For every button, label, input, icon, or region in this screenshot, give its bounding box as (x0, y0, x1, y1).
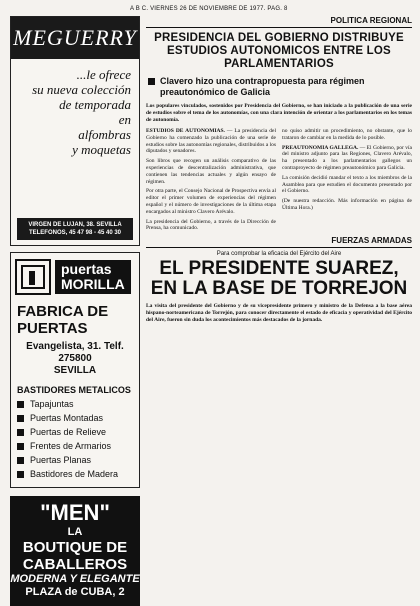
meguerry-address (17, 218, 133, 240)
morilla-subtitle: BASTIDORES METALICOS (17, 385, 131, 395)
article1-headline: PRESIDENCIA DEL GOBIERNO DISTRIBUYE ESTUDIOS AUTONOMICOS ENTRE LOS PARLAMENTARIOS (154, 32, 404, 70)
morilla-address-line: Evangelista, 31. Telf. 275800 (26, 341, 124, 364)
paragraph (146, 188, 276, 215)
morilla-logo-line: MORILLA (61, 276, 125, 292)
meguerry-address-line: VIRGEN DE LUJAN, 38. SEVILLA (28, 222, 122, 228)
men-ad-line: MODERNA Y ELEGANTE (10, 573, 140, 585)
men-ad-address: PLAZA de CUBA, 2 (25, 586, 125, 598)
morilla-address (11, 341, 139, 377)
meguerry-copy-line: de temporada (59, 97, 131, 112)
paragraph (282, 145, 412, 172)
paragraph-text: Por otra parte, el Consejo Nacional de Prospectiva envía al editor el primer volumen de experiencias del régimen español y el número de investigaciones de la última etapa encargados al ministro Clavero Arévalo. (146, 188, 276, 215)
paragraph-text: — La presidencia del Gobierno ha comenzado la publicación de una serie de estudios sobre las autonomías regionales, distribuidos a los diputados y senadores. (146, 128, 276, 155)
bullet-icon (17, 415, 24, 422)
section-label: FUERZAS ARMADAS (146, 236, 412, 248)
list-item (17, 453, 133, 467)
paragraph-text: (De nuestra redacción. Más información en página de Última Hora.) (282, 198, 412, 211)
paragraph (146, 128, 276, 155)
bullet-icon (148, 78, 155, 85)
product-label: Puertas Montadas (30, 413, 104, 423)
product-label: Bastidores de Madera (30, 469, 119, 479)
list-item (17, 467, 133, 481)
paragraph-head: PREAUTONOMIA GALLEGA. (282, 144, 359, 151)
meguerry-logo: MEGUERRY (11, 17, 139, 59)
list-item (17, 397, 133, 411)
bullet-icon (17, 401, 24, 408)
men-ad-line: CABALLEROS (22, 556, 128, 573)
paragraph-head: ESTUDIOS DE AUTONOMIAS. (146, 128, 225, 134)
product-label: Puertas de Relieve (30, 427, 107, 437)
product-label: Puertas Planas (30, 455, 92, 465)
meguerry-copy-line: su nueva colección (32, 82, 131, 97)
morilla-ad (10, 252, 140, 488)
meguerry-copy (11, 59, 139, 157)
paragraph-text: La presidencia del Gobierno, a través de la Dirección de Prensa, ha comunicado. (146, 218, 276, 232)
door-icon (15, 259, 51, 295)
article1-body (146, 128, 412, 232)
paragraph-text: no quiso admitir un procedimiento, no obstante, que lo trataron de cambiar en la medida de lo posible. (282, 128, 412, 141)
article2-headline: EL PRESIDENTE SUAREZ, EN LA BASE DE TORREJON (150, 258, 408, 300)
article2-kicker: Para comprobar la eficacia del Ejército del Aire (216, 251, 342, 258)
article1-subhead (146, 76, 412, 98)
men-ad-line: LA (67, 526, 83, 538)
meguerry-ad (10, 16, 140, 246)
paragraph-text: — El Gobierno, por vía del ministro adjunto para las Regiones, Clavero Arévalo, ha presentado a los parlamentarios gallegos un contraproyecto de régimen preautonómico para Galicia. (282, 144, 413, 171)
men-ad-title: "MEN" (40, 500, 110, 525)
meguerry-copy-line: y moquetas (72, 142, 131, 157)
paragraph (146, 158, 276, 185)
morilla-title: FABRICA DE PUERTAS (17, 303, 109, 337)
bullet-icon (17, 457, 24, 464)
morilla-logo-line: puertas (61, 261, 112, 277)
morilla-address-line: SEVILLA (53, 365, 97, 376)
meguerry-copy-line: ...le ofrece (76, 67, 131, 82)
paragraph (146, 219, 276, 233)
product-label: Frentes de Armarios (30, 441, 112, 451)
men-ad-line: BOUTIQUE DE (22, 539, 128, 556)
meguerry-copy-line: alfombras (78, 127, 131, 142)
paragraph (282, 175, 412, 195)
page-header: A B C. VIERNES 26 DE NOVIEMBRE DE 1977. PAG. 8 (130, 6, 288, 12)
bullet-icon (17, 471, 24, 478)
articles-column (146, 16, 412, 324)
bullet-icon (17, 443, 24, 450)
morilla-logo (11, 253, 139, 297)
men-boutique-ad (10, 496, 140, 606)
morilla-product-list (17, 397, 133, 481)
paragraph-text: La comisión decidió mandar el texto a los miembros de la Asamblea para que estudien el documento presentado por el Gobierno. (282, 174, 412, 195)
ads-column (10, 16, 140, 606)
paragraph (282, 198, 412, 212)
meguerry-copy-line: en (118, 112, 131, 127)
morilla-logo-text (55, 260, 131, 294)
meguerry-address-line: TELEFONOS, 45 47 98 - 45 40 30 (28, 230, 122, 236)
bullet-icon (17, 429, 24, 436)
article1-column-left (146, 128, 276, 232)
article1-subhead-text: Clavero hizo una contrapropuesta para régimen preautonómico de Galicia (160, 76, 365, 97)
article1-column-right (282, 128, 412, 232)
list-item (17, 439, 133, 453)
list-item (17, 411, 133, 425)
article1-lead: Los populares vinculados, sostenidos por Presidencia del Gobierno, se han iniciado a la publicación de una serie de estudios sobre el tema de los autonomías, con una clara intención de orientar a los parlamentarios en los temas de autonomía. (146, 103, 412, 123)
section-label: POLITICA REGIONAL (146, 16, 412, 28)
paragraph (282, 128, 412, 142)
list-item (17, 425, 133, 439)
article2-lead: La visita del presidente del Gobierno y de su vicepresidente primero y ministro de la Defensa a la base aérea hispano-norteamericana de Torrejón, para conocer directamente el estado de eficacia y operatividad del Ejército del Aire, fueron sin duda los acontecimientos más destacados de la jornada. (146, 303, 412, 324)
product-label: Tapajuntas (30, 399, 74, 409)
paragraph-text: Son libros que recogen un análisis comparativo de las experiencias de descentralización administrativa, que contienen las tendencias actuales y algún ensayo de régimen. (146, 158, 276, 185)
